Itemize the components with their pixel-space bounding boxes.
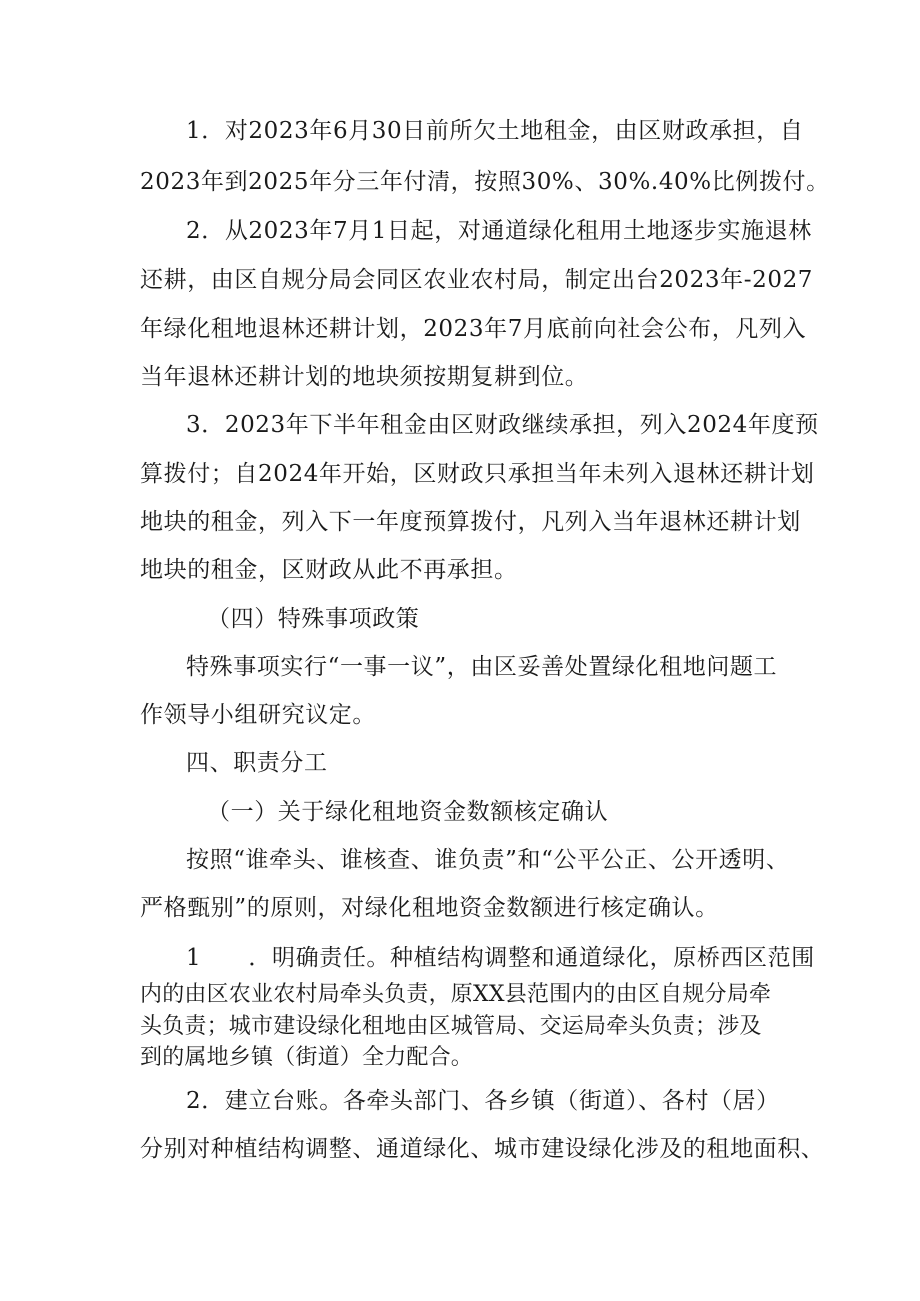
paragraph-6-line-4: 到的属地乡镇（街道）全力配合。 xyxy=(140,1045,474,1070)
paragraph-3-line-2: 算拨付；自2024年开始，区财政只承担当年未列入退林还耕计划 xyxy=(140,461,815,487)
paragraph-4-line-1: 特殊事项实行“一事一议”，由区妥善处置绿化租地问题工 xyxy=(186,654,778,680)
paragraph-2-line-3: 年绿化租地退林还耕计划，2023年7月底前向社会公布，凡列入 xyxy=(140,316,807,342)
section-heading-special-matters: （四）特殊事项政策 xyxy=(207,606,420,632)
paragraph-7-line-2: 分别对种植结构调整、通道绿化、城市建设绿化涉及的租地面积、 xyxy=(140,1136,825,1162)
paragraph-4-line-2: 作领导小组研究议定。 xyxy=(140,702,376,728)
paragraph-7-line-1: 2．建立台账。各牵头部门、各乡镇（街道）、各村（居） xyxy=(186,1088,780,1114)
paragraph-3-line-4: 地块的租金，区财政从此不再承担。 xyxy=(140,557,518,583)
paragraph-2-line-2: 还耕，由区自规分局会同区农业农村局，制定出台2023年-2027 xyxy=(140,267,814,293)
paragraph-2-line-1: 2．从2023年7月1日起，对通道绿化租用土地逐步实施退林 xyxy=(186,218,812,244)
subsection-heading-fund-confirmation: （一）关于绿化租地资金数额核定确认 xyxy=(207,799,609,825)
paragraph-3-line-1: 3．2023年下半年租金由区财政继续承担，列入2024年度预 xyxy=(186,412,819,438)
paragraph-5-line-2: 严格甄别”的原则，对绿化租地资金数额进行核定确认。 xyxy=(140,895,719,921)
paragraph-5-line-1: 按照“谁牵头、谁核查、谁负责”和“公平公正、公开透明、 xyxy=(186,847,790,873)
paragraph-6-line-2: 内的由区农业农村局牵头负责，原XX县范围内的由区自规分局牵 xyxy=(140,982,772,1007)
section-heading-responsibilities: 四、职责分工 xyxy=(186,750,328,776)
paragraph-1-line-2: 2023年到2025年分三年付清，按照30%、30%.40%比例拨付。 xyxy=(140,169,830,195)
paragraph-6-line-1: 1 ．明确责任。种植结构调整和通道绿化，原桥西区范围 xyxy=(186,945,815,971)
paragraph-6-line-3: 头负责；城市建设绿化租地由区城管局、交运局牵头负责；涉及 xyxy=(140,1014,762,1039)
paragraph-1-line-1: 1．对2023年6月30日前所欠土地租金，由区财政承担，自 xyxy=(186,118,804,144)
paragraph-3-line-3: 地块的租金，列入下一年度预算拨付，凡列入当年退林还耕计划 xyxy=(140,509,801,535)
paragraph-2-line-4: 当年退林还耕计划的地块须按期复耕到位。 xyxy=(140,364,589,390)
